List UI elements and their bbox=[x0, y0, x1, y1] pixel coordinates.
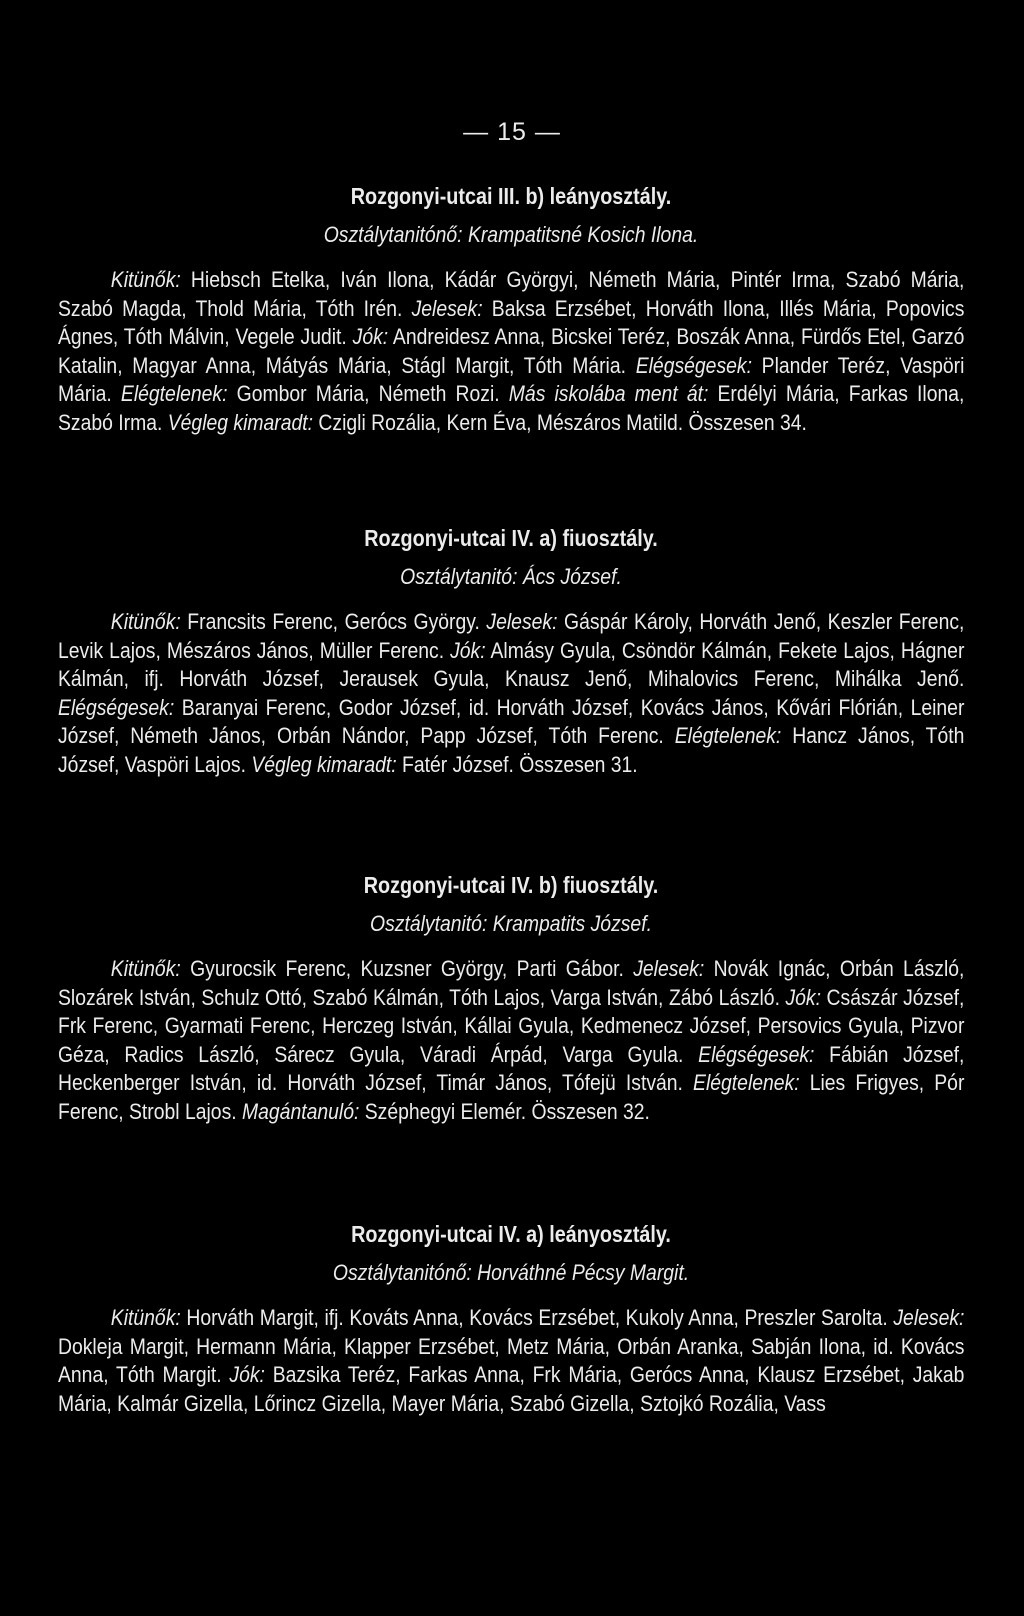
category-label: Jók: bbox=[450, 637, 486, 663]
student-names: Gombor Mária, Németh Rozi. bbox=[227, 381, 509, 407]
category-label: Más iskolába ment át: bbox=[508, 381, 709, 407]
student-names: Hiebsch Etelka, Iván Ilona, Kádár Györgyi, Németh Mária, Pintér Irma, Szabó Mária, Szabó Magda, Thold Mária, Tóth Irén. bbox=[58, 267, 965, 321]
student-names: Dokleja Margit, Hermann Mária, Klapper Erzsébet, Metz Mária, Orbán Aranka, Sabján Ilona, id. Kovács Anna, Tóth Margit. bbox=[58, 1333, 965, 1388]
category-label: Kitünők: bbox=[110, 956, 181, 981]
teacher-role: Osztálytanitó: bbox=[370, 911, 488, 936]
student-names: Baksa Erzsébet, Horváth Ilona, Illés Mária, Popovics Ágnes, Tóth Málvin, Vegele Judit. bbox=[58, 295, 965, 350]
student-names: Gáspár Károly, Horváth Jenő, Keszler Ferenc, Levik Lajos, Mészáros János, Müller Ferenc. bbox=[58, 609, 965, 663]
category-label: Elégségesek: bbox=[698, 1041, 815, 1067]
teacher-role: Osztálytanitónő: bbox=[332, 1260, 472, 1285]
student-names: Fatér József. Összesen 31. bbox=[396, 751, 638, 777]
student-names: Gyurocsik Ferenc, Kuzsner György, Parti Gábor. bbox=[180, 956, 634, 981]
category-label: Jók: bbox=[352, 324, 389, 350]
category-label: Elégtelenek: bbox=[120, 381, 228, 407]
category-label: Jelesek: bbox=[893, 1305, 965, 1330]
category-label: Kitünők: bbox=[110, 609, 181, 634]
student-names: Lies Frigyes, Pór Ferenc, Strobl Lajos. bbox=[58, 1070, 965, 1124]
student-list bbox=[58, 955, 964, 1127]
category-label: Magántanuló: bbox=[242, 1098, 360, 1124]
student-names: Széphegyi Elemér. Összesen 32. bbox=[359, 1098, 650, 1124]
page-number: — 15 — bbox=[463, 118, 561, 146]
section-heading: Rozgonyi-utcai III. b) leányosztály. bbox=[350, 183, 672, 209]
teacher-role: Osztálytanitónő: bbox=[323, 222, 463, 247]
teacher-name: Krampatits József. bbox=[492, 911, 652, 936]
category-label: Végleg kimaradt: bbox=[251, 751, 397, 777]
student-list bbox=[58, 1304, 964, 1418]
student-names: Plander Teréz, Vaspöri Mária. bbox=[58, 352, 965, 407]
student-list bbox=[58, 608, 964, 780]
category-label: Elégségesek: bbox=[635, 352, 752, 378]
teacher-name: Ács József. bbox=[522, 564, 622, 589]
student-names: Czigli Rozália, Kern Éva, Mészáros Matild. Összesen 34. bbox=[313, 409, 807, 435]
category-label: Kitünők: bbox=[110, 267, 181, 292]
category-label: Elégtelenek: bbox=[693, 1070, 800, 1096]
category-label: Kitünők: bbox=[110, 1305, 181, 1330]
section-heading: Rozgonyi-utcai IV. a) leányosztály. bbox=[351, 1221, 671, 1247]
student-list bbox=[58, 266, 964, 438]
student-names: Fábián József, Heckenberger István, id. Horváth József, Timár János, Tófejü István. bbox=[58, 1041, 965, 1096]
category-label: Jelesek: bbox=[633, 956, 705, 981]
student-names: Baranyai Ferenc, Godor József, id. Horváth József, Kovács János, Kővári Flórián, Leiner József, Németh János, Orbán Nándor, Papp József, Tóth Ferenc. bbox=[58, 694, 965, 749]
teacher-line bbox=[112, 221, 909, 249]
student-names: Novák Ignác, Orbán László, Slozárek István, Schulz Ottó, Szabó Kálmán, Tóth Lajos, Varga István, Zábó László. bbox=[58, 956, 965, 1010]
teacher-name: Krampatitsné Kosich Ilona. bbox=[467, 222, 699, 247]
category-label: Jelesek: bbox=[411, 295, 483, 321]
class-section-4b-boys bbox=[58, 871, 964, 1127]
teacher-line bbox=[112, 563, 909, 591]
section-heading: Rozgonyi-utcai IV. a) fiuosztály. bbox=[364, 525, 658, 551]
student-names: Horváth Margit, ifj. Kováts Anna, Kovács Erzsébet, Kukoly Anna, Preszler Sarolta. bbox=[180, 1305, 894, 1330]
section-heading: Rozgonyi-utcai IV. b) fiuosztály. bbox=[363, 872, 659, 898]
category-label: Jók: bbox=[229, 1362, 265, 1388]
student-names: Andreidesz Anna, Bicskei Teréz, Boszák Anna, Fürdős Etel, Garzó Katalin, Magyar Anna, Mátyás Mária, Stágl Margit, Tóth Mária. bbox=[58, 324, 965, 378]
student-names: Francsits Ferenc, Gerócs György. bbox=[180, 609, 487, 634]
class-section-4a-boys bbox=[58, 524, 964, 780]
student-names: Erdélyi Mária, Farkas Ilona, Szabó Irma. bbox=[58, 381, 965, 435]
student-names: Hancz János, Tóth József, Vaspöri Lajos. bbox=[58, 723, 965, 777]
class-section-3b-girls bbox=[58, 182, 964, 438]
student-names: Bazsika Teréz, Farkas Anna, Frk Mária, Gerócs Anna, Klausz Erzsébet, Jakab Mária, Kalmár Gizella, Lőrincz Gizella, Mayer Mária, Szabó Gizella, Sztojkó Rozália, Vass bbox=[58, 1362, 965, 1416]
category-label: Végleg kimaradt: bbox=[167, 409, 314, 435]
student-names: Almásy Gyula, Csöndör Kálmán, Fekete Lajos, Hágner Kálmán, ifj. Horváth József, Jerausek Gyula, Knausz Jenő, Mihalovics Ferenc, Mihálka Jenő. bbox=[58, 637, 965, 692]
teacher-role: Osztálytanitó: bbox=[400, 564, 518, 589]
teacher-line bbox=[112, 1259, 909, 1287]
category-label: Jók: bbox=[785, 984, 822, 1010]
teacher-line bbox=[112, 910, 909, 938]
category-label: Jelesek: bbox=[486, 609, 558, 634]
class-section-4a-girls bbox=[58, 1220, 964, 1418]
category-label: Elégségesek: bbox=[58, 694, 175, 720]
student-names: Császár József, Frk Ferenc, Gyarmati Ferenc, Herczeg István, Kállai Gyula, Kedmenecz József, Persovics Gyula, Pizvor Géza, Radics László, Sárecz Gyula, Váradi Árpád, Varga Gyula. bbox=[58, 984, 965, 1067]
teacher-name: Horváthné Pécsy Margit. bbox=[477, 1260, 690, 1285]
category-label: Elégtelenek: bbox=[674, 723, 782, 749]
